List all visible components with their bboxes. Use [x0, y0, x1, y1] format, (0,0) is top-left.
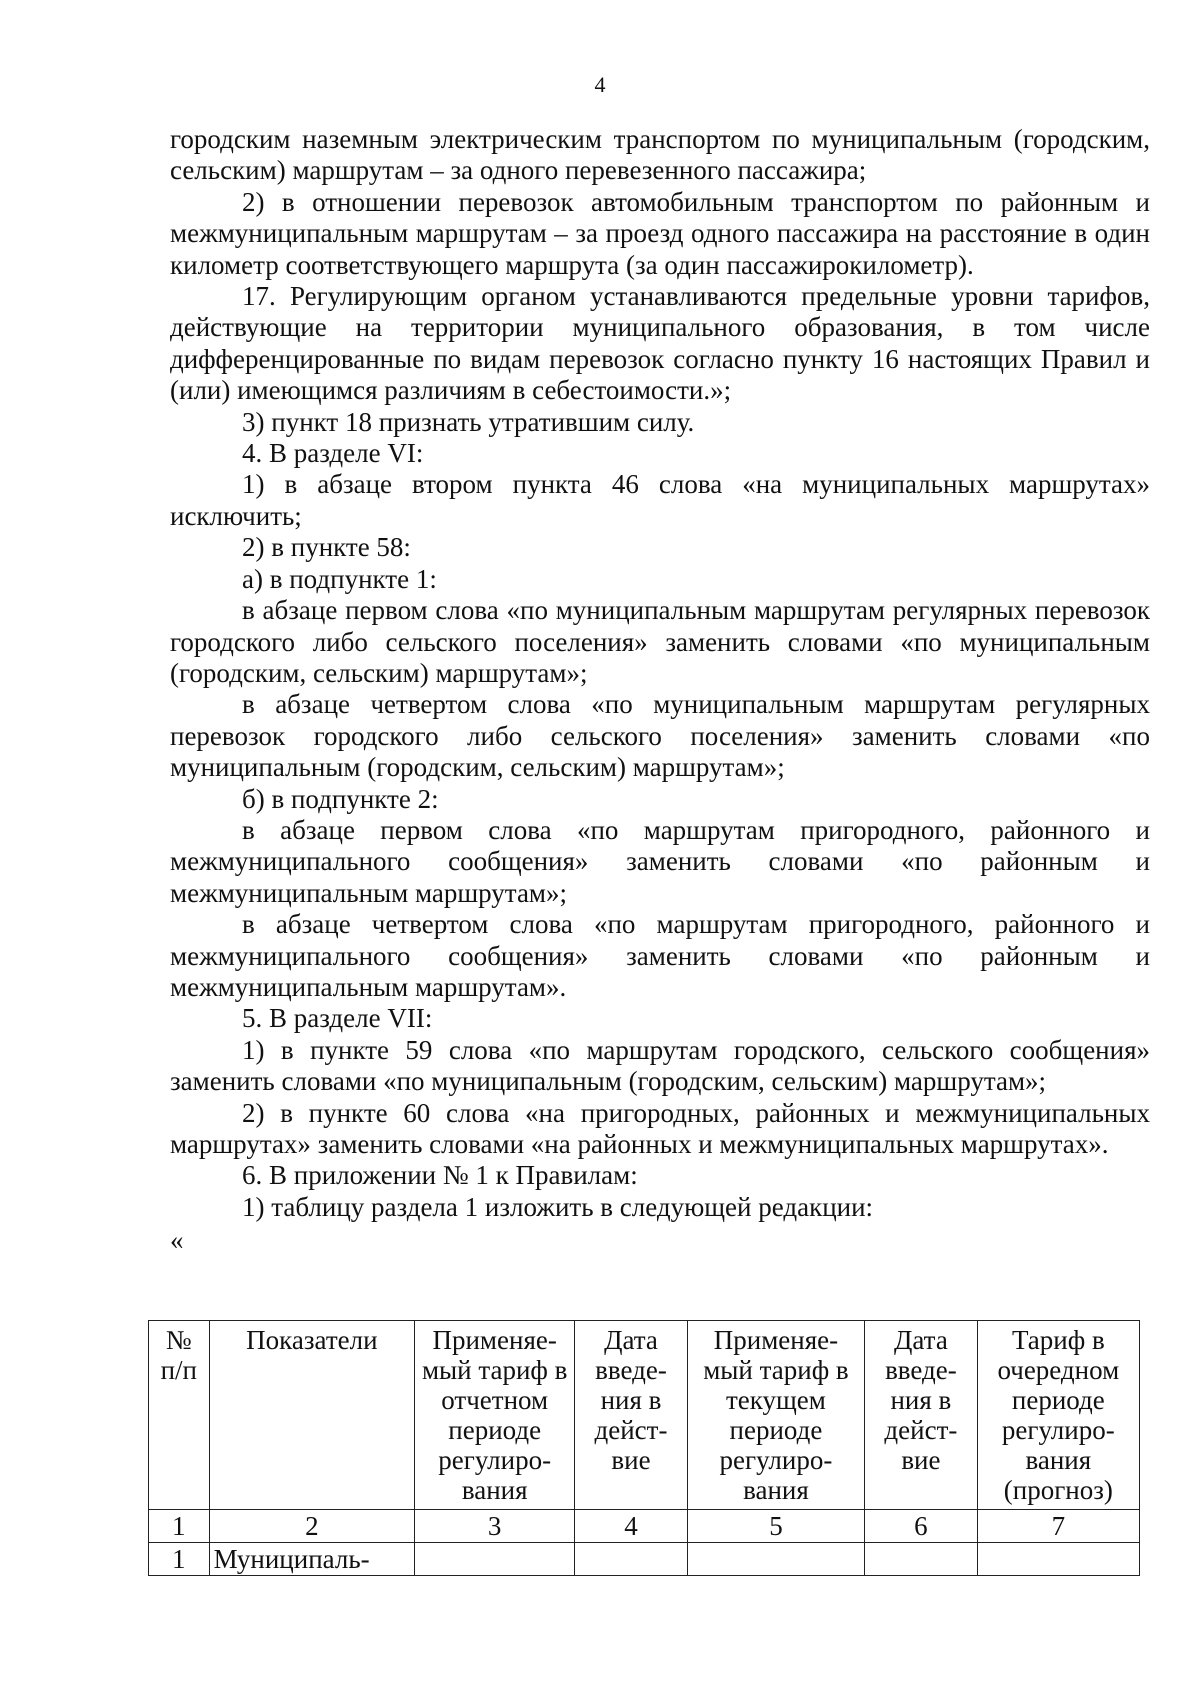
table-cell [415, 1543, 575, 1576]
table-row [149, 1543, 1140, 1576]
table-header-cell: Тариф в очередном периоде регулиро-вания (прогноз) [977, 1321, 1139, 1510]
table-header-cell: Применяе-мый тариф в отчетном периоде регулиро-вания [415, 1321, 575, 1510]
paragraph: 17. Регулирующим органом устанавливаются предельные уровни тарифов, действующие на территории муниципального образования, в том числе дифференцированные по видам перевозок согласно пункту 16 настоящих Правил и (или) имеющимся различиям в себестоимости.»; [170, 281, 1150, 406]
document-body [170, 124, 1150, 1257]
table-header-cell: Применяе-мый тариф в текущем периоде регулиро-вания [687, 1321, 864, 1510]
opening-quote: « [170, 1225, 184, 1256]
paragraph: 3) пункт 18 признать утратившим силу. [242, 406, 695, 437]
paragraph: в абзаце четвертом слова «по муниципальным маршрутам регулярных перевозок городского либо сельского поселения» заменить словами «по муниципальным (городским, сельским) маршрутам»; [170, 689, 1150, 783]
paragraph: в абзаце первом слова «по маршрутам пригородного, районного и межмуниципального сообщения» заменить словами «по районным и межмуниципальным маршрутам»; [170, 814, 1150, 908]
column-number-cell: 6 [865, 1510, 978, 1543]
table-cell: Муниципаль- [209, 1543, 415, 1576]
table-header-cell: Дата введе-ния в дейст-вие [865, 1321, 978, 1510]
table-cell [575, 1543, 688, 1576]
paragraph: 2) в пункте 60 слова «на пригородных, районных и межмуниципальных маршрутах» заменить словами «на районных и межмуниципальных маршрутах». [170, 1097, 1150, 1159]
paragraph: 1) таблицу раздела 1 изложить в следующей редакции: [242, 1191, 874, 1222]
column-number-cell: 4 [575, 1510, 688, 1543]
paragraph: б) в подпункте 2: [242, 783, 439, 814]
paragraph: в абзаце первом слова «по муниципальным маршрутам регулярных перевозок городского либо сельского поселения» заменить словами «по муниципальным (городским, сельским) маршрутам»; [170, 595, 1150, 688]
table-header-cell: Дата введе-ния в дейст-вие [575, 1321, 688, 1510]
paragraph: 1) в пункте 59 слова «по маршрутам городского, сельского сообщения» заменить словами «по муниципальным (городским, сельским) маршрутам»; [170, 1034, 1150, 1097]
paragraph: городским наземным электрическим транспортом по муниципальным (городским, сельским) маршрутам – за одного перевезенного пассажира; [170, 124, 1150, 186]
paragraph: 4. В разделе VI: [242, 438, 424, 469]
paragraph: 1) в абзаце втором пункта 46 слова «на муниципальных маршрутах» исключить; [170, 469, 1150, 531]
paragraph: 5. В разделе VII: [242, 1003, 433, 1034]
table-header-row [149, 1321, 1140, 1510]
table-cell: 1 [149, 1543, 210, 1576]
paragraph: 2) в отношении перевозок автомобильным транспортом по районным и межмуниципальным маршрутам – за проезд одного пассажира на расстояние в один километр соответствующего маршрута (за один пассажирокилометр). [170, 186, 1150, 280]
table-column-number-row [149, 1510, 1140, 1543]
column-number-cell: 7 [977, 1510, 1139, 1543]
paragraph: а) в подпункте 1: [242, 563, 437, 594]
table-header-cell: Показатели [209, 1321, 415, 1510]
table-cell [865, 1543, 978, 1576]
paragraph: 2) в пункте 58: [242, 532, 411, 563]
column-number-cell: 2 [209, 1510, 415, 1543]
page-number: 4 [594, 72, 606, 97]
table-cell [977, 1543, 1139, 1576]
table-header-cell: № п/п [149, 1321, 210, 1510]
paragraph: 6. В приложении № 1 к Правилам: [242, 1160, 638, 1191]
column-number-cell: 3 [415, 1510, 575, 1543]
column-number-cell: 5 [687, 1510, 864, 1543]
table-cell [687, 1543, 864, 1576]
tariff-table [148, 1320, 1140, 1576]
column-number-cell: 1 [149, 1510, 210, 1543]
paragraph: в абзаце четвертом слова «по маршрутам пригородного, районного и межмуниципального сообщения» заменить словами «по районным и межмуниципальным маршрутам». [170, 909, 1150, 1002]
